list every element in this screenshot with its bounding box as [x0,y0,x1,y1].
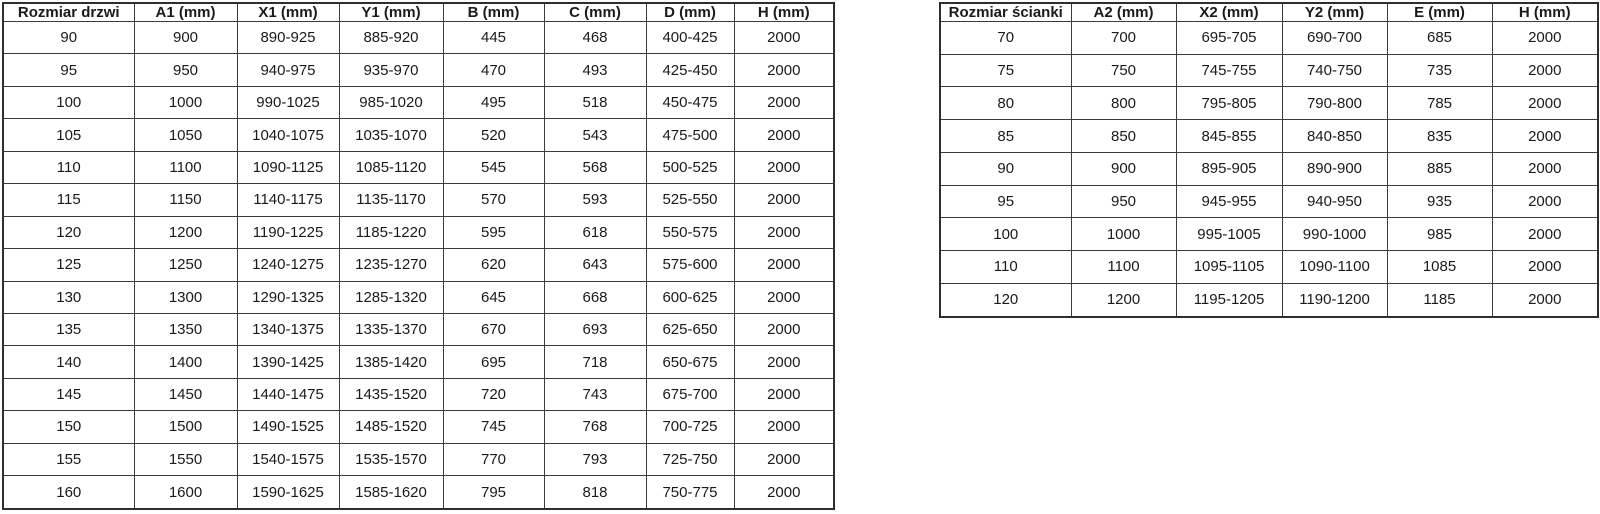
table-cell: 2000 [734,476,834,509]
table-cell: 1585-1620 [339,476,443,509]
table-cell: 1240-1275 [237,249,339,281]
table-cell: 1195-1205 [1176,283,1282,317]
header-cell: A2 (mm) [1071,3,1176,22]
table-cell: 470 [443,54,544,86]
table-cell: 1190-1200 [1282,283,1387,317]
table-row [3,22,834,54]
table-cell: 700 [1071,22,1176,55]
table-cell: 1085 [1387,251,1492,284]
table-cell: 1190-1225 [237,216,339,248]
table-cell: 643 [544,249,646,281]
table-cell: 70 [940,22,1071,55]
table-cell: 518 [544,86,646,118]
table-row [3,216,834,248]
table-cell: 90 [3,22,134,54]
header-cell: A1 (mm) [134,3,237,22]
header-row [940,3,1598,22]
table-cell: 1290-1325 [237,281,339,313]
table-cell: 568 [544,151,646,183]
table-cell: 1185-1220 [339,216,443,248]
table-cell: 1185 [1387,283,1492,317]
table-cell: 1095-1105 [1176,251,1282,284]
table-cell: 900 [1071,152,1176,185]
table-cell: 790-800 [1282,87,1387,120]
table-cell: 1350 [134,313,237,345]
table-cell: 450-475 [646,86,734,118]
table-cell: 695 [443,346,544,378]
table-cell: 950 [134,54,237,86]
table-cell: 740-750 [1282,54,1387,87]
table-cell: 80 [940,87,1071,120]
table-row [3,313,834,345]
table-cell: 1100 [1071,251,1176,284]
table-cell: 895-905 [1176,152,1282,185]
table-cell: 593 [544,184,646,216]
table-row [940,185,1598,218]
table-cell: 2000 [734,411,834,443]
table-cell: 110 [3,151,134,183]
table-cell: 2000 [1492,54,1598,87]
table-cell: 95 [3,54,134,86]
table-cell: 750 [1071,54,1176,87]
table-cell: 120 [940,283,1071,317]
table-cell: 95 [940,185,1071,218]
table-cell: 1340-1375 [237,313,339,345]
table-cell: 743 [544,378,646,410]
table-cell: 1090-1100 [1282,251,1387,284]
table-cell: 645 [443,281,544,313]
table-row [3,184,834,216]
table-cell: 500-525 [646,151,734,183]
table-cell: 1435-1520 [339,378,443,410]
table-cell: 543 [544,119,646,151]
table-cell: 110 [940,251,1071,284]
table-cell: 693 [544,313,646,345]
table-cell: 845-855 [1176,120,1282,153]
table-cell: 670 [443,313,544,345]
table-row [940,87,1598,120]
table-cell: 890-900 [1282,152,1387,185]
table-cell: 1590-1625 [237,476,339,509]
table-cell: 425-450 [646,54,734,86]
table-cell: 575-600 [646,249,734,281]
table-cell: 1500 [134,411,237,443]
table-cell: 1035-1070 [339,119,443,151]
table-cell: 2000 [734,313,834,345]
table-cell: 675-700 [646,378,734,410]
table-cell: 140 [3,346,134,378]
table-cell: 85 [940,120,1071,153]
table-cell: 995-1005 [1176,218,1282,251]
table-cell: 1440-1475 [237,378,339,410]
table-cell: 120 [3,216,134,248]
table-cell: 145 [3,378,134,410]
table-cell: 2000 [734,216,834,248]
table-cell: 2000 [734,119,834,151]
table-cell: 785 [1387,87,1492,120]
table-cell: 495 [443,86,544,118]
table-cell: 2000 [734,378,834,410]
header-cell: X1 (mm) [237,3,339,22]
table-cell: 445 [443,22,544,54]
table-cell: 885-920 [339,22,443,54]
table-cell: 2000 [734,249,834,281]
header-cell: E (mm) [1387,3,1492,22]
table-cell: 940-975 [237,54,339,86]
table-cell: 940-950 [1282,185,1387,218]
table-cell: 1285-1320 [339,281,443,313]
table-cell: 100 [940,218,1071,251]
table-cell: 2000 [1492,251,1598,284]
table-cell: 990-1025 [237,86,339,118]
table-cell: 770 [443,443,544,475]
table-cell: 2000 [734,346,834,378]
table-row [940,120,1598,153]
table-cell: 1600 [134,476,237,509]
table-row [3,411,834,443]
table-cell: 1085-1120 [339,151,443,183]
table-cell: 400-425 [646,22,734,54]
table-cell: 90 [940,152,1071,185]
table-cell: 75 [940,54,1071,87]
table-row [3,151,834,183]
table-cell: 1100 [134,151,237,183]
header-cell: X2 (mm) [1176,3,1282,22]
table-cell: 115 [3,184,134,216]
table-cell: 618 [544,216,646,248]
table-cell: 690-700 [1282,22,1387,55]
table-cell: 135 [3,313,134,345]
table-cell: 468 [544,22,646,54]
header-cell: D (mm) [646,3,734,22]
table-cell: 950 [1071,185,1176,218]
table-cell: 695-705 [1176,22,1282,55]
table-cell: 1135-1170 [339,184,443,216]
table-cell: 900 [134,22,237,54]
table-cell: 1250 [134,249,237,281]
table-cell: 750-775 [646,476,734,509]
table-cell: 795 [443,476,544,509]
table-cell: 493 [544,54,646,86]
table-cell: 150 [3,411,134,443]
table-cell: 2000 [1492,283,1598,317]
table-cell: 1040-1075 [237,119,339,151]
table-cell: 768 [544,411,646,443]
table-cell: 850 [1071,120,1176,153]
table-row [940,218,1598,251]
table-cell: 2000 [1492,218,1598,251]
table-cell: 1390-1425 [237,346,339,378]
header-cell: Rozmiar drzwi [3,3,134,22]
table-cell: 550-575 [646,216,734,248]
table-cell: 725-750 [646,443,734,475]
table-cell: 650-675 [646,346,734,378]
header-cell: Y2 (mm) [1282,3,1387,22]
header-cell: C (mm) [544,3,646,22]
table-row [3,54,834,86]
table-cell: 1140-1175 [237,184,339,216]
table-row [940,283,1598,317]
table-cell: 2000 [1492,120,1598,153]
table-row [3,476,834,509]
table-cell: 1335-1370 [339,313,443,345]
table-cell: 595 [443,216,544,248]
table-cell: 1235-1270 [339,249,443,281]
table-cell: 885 [1387,152,1492,185]
header-cell: H (mm) [1492,3,1598,22]
table-cell: 160 [3,476,134,509]
table-cell: 818 [544,476,646,509]
table-cell: 2000 [1492,87,1598,120]
table-row [940,152,1598,185]
table-cell: 1050 [134,119,237,151]
table-cell: 2000 [1492,185,1598,218]
table-row [3,249,834,281]
table-cell: 155 [3,443,134,475]
table-cell: 625-650 [646,313,734,345]
table-cell: 545 [443,151,544,183]
table-cell: 1300 [134,281,237,313]
table-row [3,443,834,475]
table-cell: 685 [1387,22,1492,55]
table-cell: 890-925 [237,22,339,54]
header-cell: B (mm) [443,3,544,22]
table-cell: 520 [443,119,544,151]
table-row [940,251,1598,284]
table-cell: 720 [443,378,544,410]
table-cell: 1550 [134,443,237,475]
table-cell: 935 [1387,185,1492,218]
table-cell: 718 [544,346,646,378]
table-cell: 1485-1520 [339,411,443,443]
table-cell: 1490-1525 [237,411,339,443]
table-cell: 985-1020 [339,86,443,118]
table-cell: 945-955 [1176,185,1282,218]
header-cell: H (mm) [734,3,834,22]
table-cell: 525-550 [646,184,734,216]
table-cell: 2000 [734,281,834,313]
table-cell: 2000 [734,184,834,216]
table-cell: 2000 [1492,22,1598,55]
table-cell: 570 [443,184,544,216]
table-cell: 835 [1387,120,1492,153]
table-cell: 2000 [734,151,834,183]
table-row [940,54,1598,87]
table-cell: 800 [1071,87,1176,120]
table-cell: 1200 [134,216,237,248]
table-cell: 130 [3,281,134,313]
table-cell: 735 [1387,54,1492,87]
header-cell: Y1 (mm) [339,3,443,22]
table-cell: 2000 [734,54,834,86]
table-cell: 793 [544,443,646,475]
table-cell: 620 [443,249,544,281]
table-cell: 1535-1570 [339,443,443,475]
table-cell: 1000 [134,86,237,118]
table-cell: 935-970 [339,54,443,86]
table-cell: 985 [1387,218,1492,251]
table-cell: 600-625 [646,281,734,313]
table-cell: 795-805 [1176,87,1282,120]
table-cell: 1540-1575 [237,443,339,475]
table-row [940,22,1598,55]
table-cell: 1090-1125 [237,151,339,183]
table-cell: 668 [544,281,646,313]
table-cell: 745-755 [1176,54,1282,87]
table-cell: 2000 [1492,152,1598,185]
table-cell: 700-725 [646,411,734,443]
table-cell: 1400 [134,346,237,378]
table-cell: 105 [3,119,134,151]
table-cell: 125 [3,249,134,281]
table-row [3,378,834,410]
table-cell: 745 [443,411,544,443]
table-row [3,86,834,118]
table-cell: 2000 [734,443,834,475]
table-row [3,281,834,313]
table-cell: 2000 [734,86,834,118]
table-row [3,346,834,378]
header-cell: Rozmiar ścianki [940,3,1071,22]
wall-sizes-table [939,2,1599,318]
table-cell: 1200 [1071,283,1176,317]
table-cell: 100 [3,86,134,118]
table-cell: 2000 [734,22,834,54]
table-cell: 840-850 [1282,120,1387,153]
table-cell: 990-1000 [1282,218,1387,251]
table-cell: 1000 [1071,218,1176,251]
table-cell: 475-500 [646,119,734,151]
table-cell: 1385-1420 [339,346,443,378]
table-cell: 1450 [134,378,237,410]
table-row [3,119,834,151]
table-cell: 1150 [134,184,237,216]
header-row [3,3,834,22]
door-sizes-table [2,2,835,510]
